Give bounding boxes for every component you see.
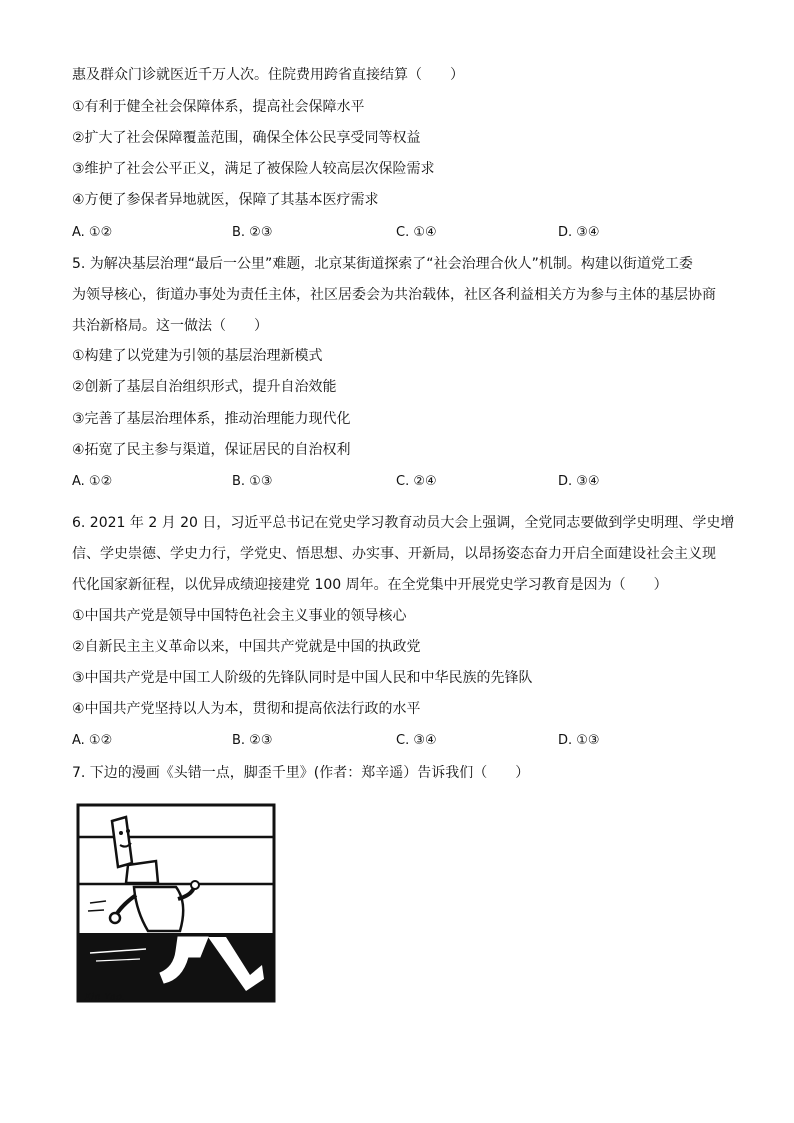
q6-option-a[interactable]: A. ①②	[72, 733, 113, 748]
comic-signature: Xin Yao.	[84, 992, 125, 1003]
q6-statement-2: ②自新民主主义革命以来，中国共产党就是中国的执政党	[72, 639, 421, 655]
q5-stem-line-2: 为领导核心，街道办事处为责任主体，社区居委会为共治载体，社区各利益相关方为参与主体的基层协商	[72, 287, 716, 303]
q4-option-b[interactable]: B. ②③	[232, 225, 273, 240]
q5-option-d[interactable]: D. ③④	[558, 474, 600, 489]
q4-option-a[interactable]: A. ①②	[72, 225, 113, 240]
q5-stem-line-1: 5. 为解决基层治理“最后一公里”难题，北京某街道探索了“社会治理合伙人”机制。构建以街道党工委	[72, 256, 693, 272]
q7-stem: 7. 下边的漫画《头错一点，脚歪千里》(作者：郑辛遥）告诉我们（ ）	[72, 765, 530, 781]
q4-statement-1: ①有利于健全社会保障体系，提高社会保障水平	[72, 99, 365, 115]
q6-stem-line-2: 信、学史崇德、学史力行，学党史、悟思想、办实事、开新局，以昂扬姿态奋力开启全面建设社会主义现	[72, 546, 716, 562]
q4-option-d[interactable]: D. ③④	[558, 225, 600, 240]
q4-stem-tail: 惠及群众门诊就医近千万人次。住院费用跨省直接结算（ ）	[72, 67, 464, 83]
q5-stem-line-3: 共治新格局。这一做法（ ）	[72, 318, 268, 334]
cartoon-running-figure-icon	[76, 803, 276, 1005]
q5-option-b[interactable]: B. ①③	[232, 474, 273, 489]
q6-option-d[interactable]: D. ①③	[558, 733, 600, 748]
q4-option-c[interactable]: C. ①④	[396, 225, 437, 240]
q4-statement-3: ③维护了社会公平正义，满足了被保险人较高层次保险需求	[72, 161, 435, 177]
q6-statement-3: ③中国共产党是中国工人阶级的先锋队同时是中国人民和中华民族的先锋队	[72, 670, 533, 686]
q6-stem-line-3: 代化国家新征程，以优异成绩迎接建党 100 周年。在全党集中开展党史学习教育是因为（ ）	[72, 577, 668, 593]
q6-option-c[interactable]: C. ③④	[396, 733, 437, 748]
q6-option-b[interactable]: B. ②③	[232, 733, 273, 748]
q5-statement-3: ③完善了基层治理体系，推动治理能力现代化	[72, 411, 351, 427]
q5-statement-1: ①构建了以党建为引领的基层治理新模式	[72, 348, 323, 364]
q6-statement-1: ①中国共产党是领导中国特色社会主义事业的领导核心	[72, 608, 407, 624]
q4-statement-2: ②扩大了社会保障覆盖范围，确保全体公民享受同等权益	[72, 130, 421, 146]
q5-statement-2: ②创新了基层自治组织形式，提升自治效能	[72, 379, 337, 395]
comic-illustration	[76, 803, 276, 1005]
q5-option-c[interactable]: C. ②④	[396, 474, 437, 489]
q6-stem-line-1: 6. 2021 年 2 月 20 日，习近平总书记在党史学习教育动员大会上强调，全党同志要做到学史明理、学史增	[72, 515, 735, 531]
q6-statement-4: ④中国共产党坚持以人为本，贯彻和提高依法行政的水平	[72, 701, 421, 717]
q5-option-a[interactable]: A. ①②	[72, 474, 113, 489]
q5-statement-4: ④拓宽了民主参与渠道，保证居民的自治权利	[72, 442, 351, 458]
q4-statement-4: ④方便了参保者异地就医，保障了其基本医疗需求	[72, 192, 379, 208]
